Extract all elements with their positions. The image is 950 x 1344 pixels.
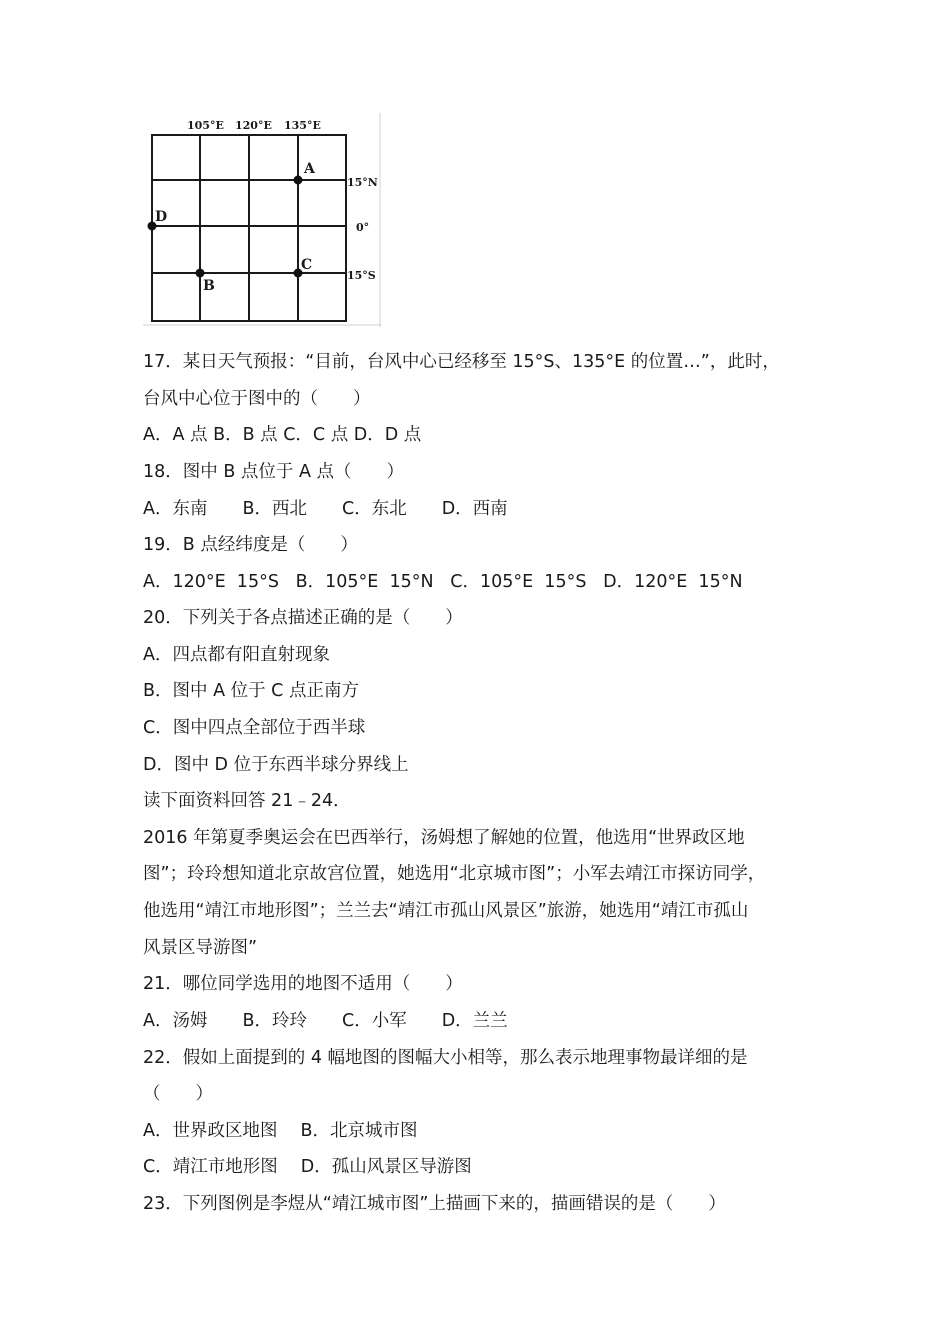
q22-stem-line1: 22．假如上面提到的 4 幅地图的图幅大小相等，那么表示地理事物最详细的是 — [143, 1048, 748, 1068]
q22-options-ab: A．世界政区地图 B．北京城市图 — [143, 1121, 418, 1141]
point-a-label: A — [304, 161, 315, 177]
q22-options-cd: C．靖江市地形图 D．孤山风景区导游图 — [143, 1157, 472, 1177]
q22-stem-line2: （ ） — [143, 1084, 213, 1104]
point-b-marker — [196, 269, 205, 278]
point-c-label: C — [301, 257, 313, 273]
lat-label-equator: 0° — [356, 221, 370, 234]
lat-label-15n: 15°N — [347, 176, 378, 189]
q20-option-b: B．图中 A 位于 C 点正南方 — [143, 681, 359, 701]
q18-options: A．东南 B．西北 C．东北 D．西南 — [143, 499, 508, 519]
q17-stem-line1: 17．某日天气预报：“目前，台风中心已经移至 15°S、135°E 的位置…”，此时， — [143, 352, 780, 372]
q20-option-a: A．四点都有阳直射现象 — [143, 645, 330, 665]
lon-label-105: 105°E — [187, 119, 224, 132]
point-b-label: B — [203, 278, 215, 294]
q20-stem: 20．下列关于各点描述正确的是（ ） — [143, 608, 463, 628]
point-a-marker — [294, 176, 303, 185]
q17-stem-line2: 台风中心位于图中的（ ） — [143, 389, 371, 409]
q20-option-c: C．图中四点全部位于西半球 — [143, 718, 366, 738]
q21-stem: 21．哪位同学选用的地图不适用（ ） — [143, 974, 463, 994]
q19-stem: 19．B 点经纬度是（ ） — [143, 535, 358, 555]
reading-instruction: 读下面资料回答 21﹣24． — [143, 791, 351, 811]
lon-label-120: 120°E — [235, 119, 272, 132]
passage-line4: 风景区导游图” — [143, 938, 258, 958]
q17-options: A．A 点 B．B 点 C．C 点 D．D 点 — [143, 425, 422, 445]
q23-stem: 23．下列图例是李煜从“靖江城市图”上描画下来的，描画错误的是（ ） — [143, 1194, 726, 1214]
passage-line2: 图”；玲玲想知道北京故宫位置，她选用“北京城市图”；小军去靖江市探访同学， — [143, 864, 766, 884]
grid-svg — [143, 113, 381, 327]
q18-stem: 18．图中 B 点位于 A 点（ ） — [143, 462, 404, 482]
passage-line3: 他选用“靖江市地形图”；兰兰去“靖江市孤山风景区”旅游，她选用“靖江市孤山 — [143, 901, 749, 921]
point-d-label: D — [155, 209, 168, 225]
q20-option-d: D．图中 D 位于东西半球分界线上 — [143, 755, 409, 775]
q21-options: A．汤姆 B．玲玲 C．小军 D．兰兰 — [143, 1011, 508, 1031]
q19-options: A．120°E 15°S B．105°E 15°N C．105°E 15°S D．120°E 15°N — [143, 572, 743, 592]
lon-label-135: 135°E — [284, 119, 321, 132]
lat-label-15s: 15°S — [347, 269, 376, 282]
lat-lon-grid-figure — [143, 113, 381, 327]
passage-line1: 2016 年第夏季奥运会在巴西举行，汤姆想了解她的位置，他选用“世界政区地 — [143, 828, 745, 848]
